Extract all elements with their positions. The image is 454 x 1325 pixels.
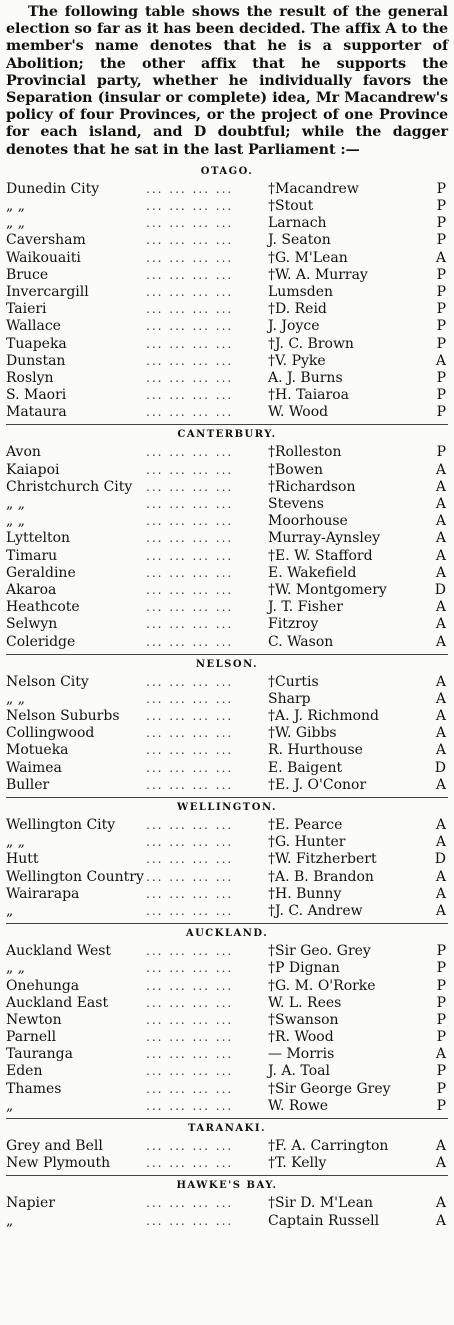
- party-affix: P: [436, 283, 446, 300]
- result-row: [6, 513, 448, 530]
- leader-dots: ... ... ... ...: [146, 445, 234, 460]
- result-row: [6, 708, 448, 725]
- party-affix: A: [435, 817, 446, 834]
- party-affix: P: [436, 977, 446, 994]
- member-name: †E. Pearce: [268, 817, 343, 834]
- electorate-name: Mataura: [6, 404, 67, 421]
- electorate-name: Caversham: [6, 232, 86, 249]
- leader-dots: ... ... ... ...: [146, 1196, 234, 1211]
- electorate-name: „: [6, 1097, 14, 1114]
- result-row: [6, 370, 448, 387]
- member-name: Murray-Aynsley: [268, 530, 381, 547]
- member-name: — Morris: [268, 1046, 335, 1063]
- leader-dots: ... ... ... ...: [146, 726, 234, 741]
- member-name: W. L. Rees: [268, 994, 342, 1011]
- result-row: [6, 869, 448, 886]
- section-divider: [6, 1175, 448, 1176]
- member-name: †G. M. O'Rorke: [268, 977, 376, 994]
- result-row: [6, 479, 448, 496]
- member-name: Fitzroy: [268, 616, 319, 633]
- electorate-name: Napier: [6, 1195, 56, 1212]
- leader-dots: ... ... ... ...: [146, 1156, 234, 1171]
- electorate-name: Invercargill: [6, 283, 89, 300]
- electorate-name: Akaroa: [6, 581, 57, 598]
- leader-dots: ... ... ... ...: [146, 1081, 234, 1096]
- result-row: [6, 462, 448, 479]
- party-affix: A: [435, 478, 446, 495]
- member-name: †A. B. Brandon: [268, 868, 374, 885]
- electorate-name: „ „: [6, 215, 25, 232]
- leader-dots: ... ... ... ...: [146, 233, 234, 248]
- electorate-name: S. Maori: [6, 387, 67, 404]
- electorate-name: Collingwood: [6, 725, 95, 742]
- result-row: [6, 1098, 448, 1115]
- member-name: †H. Bunny: [268, 885, 342, 902]
- electorate-name: Auckland West: [6, 943, 112, 960]
- party-affix: A: [435, 708, 446, 725]
- leader-dots: ... ... ... ...: [146, 582, 234, 597]
- electorate-name: Motueka: [6, 742, 69, 759]
- electorate-name: Coleridge: [6, 633, 76, 650]
- leader-dots: ... ... ... ...: [146, 284, 234, 299]
- member-name: †R. Wood: [268, 1029, 334, 1046]
- member-name: Sharp: [268, 690, 311, 707]
- result-row: [6, 817, 448, 834]
- result-row: [6, 181, 448, 198]
- region-heading: NELSON.: [195, 658, 259, 670]
- leader-dots: ... ... ... ...: [146, 886, 234, 901]
- result-row: [6, 1012, 448, 1029]
- leader-dots: ... ... ... ...: [146, 674, 234, 689]
- party-affix: P: [436, 943, 446, 960]
- leader-dots: ... ... ... ...: [146, 709, 234, 724]
- electorate-name: Nelson Suburbs: [6, 708, 120, 725]
- party-affix: P: [436, 318, 446, 335]
- member-name: †J. C. Andrew: [268, 902, 363, 919]
- electorate-name: Tuapeka: [6, 335, 67, 352]
- result-row: [6, 599, 448, 616]
- result-row: [6, 284, 448, 301]
- party-affix: P: [436, 198, 446, 215]
- leader-dots: ... ... ... ...: [146, 1098, 234, 1113]
- electorate-name: „: [6, 1212, 14, 1229]
- result-row: [6, 404, 448, 421]
- electorate-name: „: [6, 902, 14, 919]
- electorate-name: Geraldine: [6, 564, 76, 581]
- member-name: †Richardson: [268, 478, 356, 495]
- section-divider: [6, 654, 448, 655]
- electorate-name: „ „: [6, 834, 25, 851]
- result-row: [6, 250, 448, 267]
- member-name: J. A. Toal: [268, 1063, 330, 1080]
- party-affix: A: [435, 690, 446, 707]
- member-name: †G. Hunter: [268, 834, 346, 851]
- result-row: [6, 834, 448, 851]
- electorate-name: Onehunga: [6, 977, 80, 994]
- electorate-name: Waimea: [6, 759, 62, 776]
- member-name: †J. C. Brown: [268, 335, 354, 352]
- party-affix: A: [435, 1138, 446, 1155]
- electorate-name: Roslyn: [6, 369, 54, 386]
- party-affix: A: [435, 1212, 446, 1229]
- member-name: †Sir George Grey: [268, 1080, 391, 1097]
- party-affix: A: [435, 496, 446, 513]
- party-affix: P: [436, 180, 446, 197]
- leader-dots: ... ... ... ...: [146, 462, 234, 477]
- result-row: [6, 674, 448, 691]
- member-name: †D. Reid: [268, 301, 327, 318]
- member-name: †Bowen: [268, 461, 324, 478]
- electorate-name: „ „: [6, 496, 25, 513]
- leader-dots: ... ... ... ...: [146, 634, 234, 649]
- electorate-name: Lyttelton: [6, 530, 71, 547]
- result-row: [6, 1063, 448, 1080]
- result-row: [6, 336, 448, 353]
- electorate-name: Tauranga: [6, 1046, 73, 1063]
- region-heading: WELLINGTON.: [177, 802, 277, 814]
- member-name: E. Wakefield: [268, 564, 357, 581]
- result-row: [6, 1046, 448, 1063]
- party-affix: A: [435, 599, 446, 616]
- member-name: †W. A. Murray: [268, 266, 368, 283]
- member-name: †W. Montgomery: [268, 581, 387, 598]
- party-affix: A: [435, 1046, 446, 1063]
- member-name: †T. Kelly: [268, 1155, 327, 1172]
- member-name: R. Hurthouse: [268, 742, 363, 759]
- party-affix: A: [435, 633, 446, 650]
- leader-dots: ... ... ... ...: [146, 691, 234, 706]
- member-name: Larnach: [268, 215, 327, 232]
- party-affix: A: [435, 742, 446, 759]
- result-row: [6, 1213, 448, 1230]
- result-row: [6, 530, 448, 547]
- electorate-name: Kaiapoi: [6, 461, 60, 478]
- party-affix: A: [435, 902, 446, 919]
- leader-dots: ... ... ... ...: [146, 216, 234, 231]
- leader-dots: ... ... ... ...: [146, 1213, 234, 1228]
- member-name: †E. J. O'Conor: [268, 776, 367, 793]
- party-affix: P: [436, 387, 446, 404]
- leader-dots: ... ... ... ...: [146, 336, 234, 351]
- electorate-name: Waikouaiti: [6, 249, 81, 266]
- leader-dots: ... ... ... ...: [146, 565, 234, 580]
- member-name: A. J. Burns: [268, 369, 343, 386]
- section-divider: [6, 1118, 448, 1119]
- member-name: W. Wood: [268, 404, 329, 421]
- party-affix: P: [436, 215, 446, 232]
- member-name: †Rolleston: [268, 444, 342, 461]
- electorate-name: Wairarapa: [6, 885, 80, 902]
- party-affix: P: [436, 1011, 446, 1028]
- result-row: [6, 943, 448, 960]
- member-name: †Sir D. M'Lean: [268, 1195, 373, 1212]
- region-heading: HAWKE'S BAY.: [176, 1180, 278, 1192]
- party-affix: A: [435, 547, 446, 564]
- member-name: †P Dignan: [268, 960, 340, 977]
- result-row: [6, 1155, 448, 1172]
- result-row: [6, 1195, 448, 1212]
- result-row: [6, 582, 448, 599]
- party-affix: A: [435, 616, 446, 633]
- party-affix: P: [436, 444, 446, 461]
- result-row: [6, 353, 448, 370]
- result-row: [6, 725, 448, 742]
- party-affix: A: [435, 352, 446, 369]
- member-name: W. Rowe: [268, 1097, 329, 1114]
- member-name: †H. Taiaroa: [268, 387, 349, 404]
- result-row: [6, 995, 448, 1012]
- party-affix: A: [435, 725, 446, 742]
- member-name: †W. Gibbs: [268, 725, 337, 742]
- member-name: †F. A. Carrington: [268, 1138, 389, 1155]
- result-row: [6, 267, 448, 284]
- party-affix: A: [435, 776, 446, 793]
- party-affix: P: [436, 404, 446, 421]
- leader-dots: ... ... ... ...: [146, 944, 234, 959]
- electorate-name: Avon: [6, 444, 41, 461]
- leader-dots: ... ... ... ...: [146, 267, 234, 282]
- member-name: †G. M'Lean: [268, 249, 348, 266]
- electorate-name: Eden: [6, 1063, 43, 1080]
- electorate-name: Wellington City: [6, 817, 116, 834]
- party-affix: P: [436, 369, 446, 386]
- member-name: †A. J. Richmond: [268, 708, 379, 725]
- party-affix: P: [436, 301, 446, 318]
- leader-dots: ... ... ... ...: [146, 903, 234, 918]
- member-name: †Macandrew: [268, 180, 359, 197]
- leader-dots: ... ... ... ...: [146, 869, 234, 884]
- party-affix: D: [434, 581, 446, 598]
- electorate-name: Nelson City: [6, 673, 89, 690]
- result-row: [6, 978, 448, 995]
- result-row: [6, 198, 448, 215]
- result-row: [6, 215, 448, 232]
- leader-dots: ... ... ... ...: [146, 777, 234, 792]
- party-affix: P: [436, 994, 446, 1011]
- electorate-name: „ „: [6, 198, 25, 215]
- party-affix: A: [435, 1155, 446, 1172]
- member-name: J. Seaton: [268, 232, 331, 249]
- leader-dots: ... ... ... ...: [146, 978, 234, 993]
- party-affix: P: [436, 335, 446, 352]
- electorate-name: Thames: [6, 1080, 62, 1097]
- member-name: Moorhouse: [268, 513, 348, 530]
- party-affix: P: [436, 1029, 446, 1046]
- party-affix: A: [435, 885, 446, 902]
- leader-dots: ... ... ... ...: [146, 1139, 234, 1154]
- party-affix: P: [436, 960, 446, 977]
- region-heading: AUCKLAND.: [185, 928, 269, 940]
- leader-dots: ... ... ... ...: [146, 1047, 234, 1062]
- party-affix: A: [435, 513, 446, 530]
- electorate-name: Christchurch City: [6, 478, 133, 495]
- result-row: [6, 548, 448, 565]
- leader-dots: ... ... ... ...: [146, 995, 234, 1010]
- result-row: [6, 886, 448, 903]
- leader-dots: ... ... ... ...: [146, 388, 234, 403]
- leader-dots: ... ... ... ...: [146, 497, 234, 512]
- result-row: [6, 318, 448, 335]
- electorate-name: Selwyn: [6, 616, 58, 633]
- leader-dots: ... ... ... ...: [146, 1012, 234, 1027]
- party-affix: A: [435, 530, 446, 547]
- member-name: †W. Fitzherbert: [268, 851, 377, 868]
- result-row: [6, 760, 448, 777]
- member-name: Captain Russell: [268, 1212, 380, 1229]
- electorate-name: Wallace: [6, 318, 61, 335]
- member-name: E. Baigent: [268, 759, 343, 776]
- electorate-name: Wellington Country: [6, 868, 144, 885]
- member-name: Lumsden: [268, 283, 334, 300]
- member-name: †Sir Geo. Grey: [268, 943, 371, 960]
- member-name: C. Wason: [268, 633, 334, 650]
- result-row: [6, 616, 448, 633]
- leader-dots: ... ... ... ...: [146, 319, 234, 334]
- electorate-name: Timaru: [6, 547, 58, 564]
- electorate-name: Parnell: [6, 1029, 57, 1046]
- leader-dots: ... ... ... ...: [146, 617, 234, 632]
- leader-dots: ... ... ... ...: [146, 181, 234, 196]
- party-affix: P: [436, 266, 446, 283]
- electorate-name: „ „: [6, 960, 25, 977]
- member-name: J. T. Fisher: [268, 599, 343, 616]
- member-name: †E. W. Stafford: [268, 547, 373, 564]
- result-row: [6, 496, 448, 513]
- party-affix: A: [435, 868, 446, 885]
- party-affix: A: [435, 834, 446, 851]
- party-affix: D: [434, 759, 446, 776]
- leader-dots: ... ... ... ...: [146, 548, 234, 563]
- result-row: [6, 232, 448, 249]
- leader-dots: ... ... ... ...: [146, 370, 234, 385]
- electorate-name: Dunedin City: [6, 180, 100, 197]
- party-affix: P: [436, 232, 446, 249]
- result-row: [6, 634, 448, 651]
- section-divider: [6, 424, 448, 425]
- result-row: [6, 1081, 448, 1098]
- intro-paragraph: The following table shows the result of the general election so far as it has been decided. The affix A to the member's name denotes that he is a supporter of Abolition; the other affix that he supports the Provincial party, whether he individually favors the Separation (insular or complete) idea, Mr Macandrew's policy of four Provinces, or the project of one Province for each island, and D doubtful; while the dagger denotes that he sat in the last Parliament :—: [6, 4, 448, 158]
- party-affix: A: [435, 249, 446, 266]
- member-name: †Curtis: [268, 673, 319, 690]
- result-row: [6, 1029, 448, 1046]
- result-row: [6, 387, 448, 404]
- result-row: [6, 742, 448, 759]
- leader-dots: ... ... ... ...: [146, 531, 234, 546]
- party-affix: A: [435, 461, 446, 478]
- member-name: †Swanson: [268, 1011, 339, 1028]
- party-affix: A: [435, 673, 446, 690]
- electorate-name: Taieri: [6, 301, 47, 318]
- leader-dots: ... ... ... ...: [146, 961, 234, 976]
- member-name: Stevens: [268, 496, 324, 513]
- leader-dots: ... ... ... ...: [146, 1064, 234, 1079]
- electorate-name: New Plymouth: [6, 1155, 111, 1172]
- results-table: [0, 165, 454, 1230]
- party-affix: P: [436, 1063, 446, 1080]
- leader-dots: ... ... ... ...: [146, 514, 234, 529]
- leader-dots: ... ... ... ...: [146, 852, 234, 867]
- electorate-name: „ „: [6, 690, 25, 707]
- leader-dots: ... ... ... ...: [146, 760, 234, 775]
- result-row: [6, 301, 448, 318]
- result-row: [6, 1138, 448, 1155]
- member-name: †V. Pyke: [268, 352, 326, 369]
- leader-dots: ... ... ... ...: [146, 1030, 234, 1045]
- leader-dots: ... ... ... ...: [146, 199, 234, 214]
- result-row: [6, 444, 448, 461]
- section-divider: [6, 797, 448, 798]
- party-affix: A: [435, 1195, 446, 1212]
- result-row: [6, 565, 448, 582]
- region-heading: TARANAKI.: [188, 1123, 266, 1135]
- result-row: [6, 691, 448, 708]
- electorate-name: Dunstan: [6, 352, 66, 369]
- region-heading: OTAGO.: [200, 165, 254, 177]
- leader-dots: ... ... ... ...: [146, 250, 234, 265]
- leader-dots: ... ... ... ...: [146, 479, 234, 494]
- leader-dots: ... ... ... ...: [146, 302, 234, 317]
- leader-dots: ... ... ... ...: [146, 818, 234, 833]
- electorate-name: Heathcote: [6, 599, 80, 616]
- leader-dots: ... ... ... ...: [146, 743, 234, 758]
- section-divider: [6, 923, 448, 924]
- electorate-name: Newton: [6, 1011, 62, 1028]
- leader-dots: ... ... ... ...: [146, 353, 234, 368]
- party-affix: D: [434, 851, 446, 868]
- leader-dots: ... ... ... ...: [146, 835, 234, 850]
- electorate-name: Buller: [6, 776, 50, 793]
- result-row: [6, 851, 448, 868]
- leader-dots: ... ... ... ...: [146, 600, 234, 615]
- leader-dots: ... ... ... ...: [146, 405, 234, 420]
- party-affix: A: [435, 564, 446, 581]
- electorate-name: Bruce: [6, 266, 49, 283]
- result-row: [6, 903, 448, 920]
- party-affix: P: [436, 1097, 446, 1114]
- party-affix: P: [436, 1080, 446, 1097]
- electorate-name: Grey and Bell: [6, 1138, 103, 1155]
- electorate-name: Hutt: [6, 851, 39, 868]
- region-heading: CANTERBURY.: [177, 429, 277, 441]
- electorate-name: „ „: [6, 513, 25, 530]
- electorate-name: Auckland East: [6, 994, 109, 1011]
- result-row: [6, 960, 448, 977]
- member-name: J. Joyce: [268, 318, 320, 335]
- result-row: [6, 777, 448, 794]
- member-name: †Stout: [268, 198, 314, 215]
